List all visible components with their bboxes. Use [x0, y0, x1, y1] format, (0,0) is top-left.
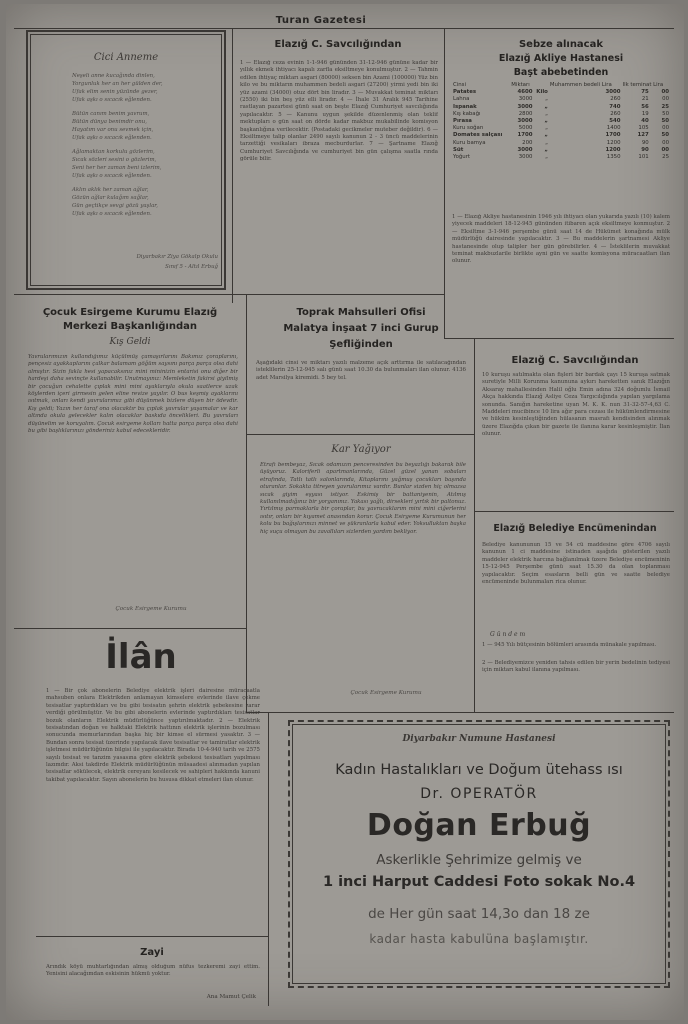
- table-cell: 2800: [518, 110, 533, 117]
- table-cell: 19: [641, 110, 649, 117]
- poem-line: Ufak aşkı o sıcacık eğlenden.: [72, 173, 152, 179]
- table-cell: 25: [661, 103, 669, 110]
- col-rule-5: [268, 712, 269, 1006]
- table-cell: 260: [610, 96, 621, 103]
- ad-address: 1 inci Harput Caddesi Foto sokak No.4: [322, 874, 636, 890]
- kar-signature: Çocuk Esirgeme Kurumu: [350, 690, 422, 696]
- table-row: [452, 104, 670, 111]
- poem-line: Sıcak sözleri sesini o gözlerim,: [72, 157, 157, 163]
- table-row: [452, 89, 670, 96]
- ilan-title: İlân: [105, 637, 177, 677]
- kar-title: Kar Yağıyor: [331, 444, 391, 455]
- rule-h-4: [246, 434, 474, 435]
- ad-line-arrived: Askerlikle Şehrimize gelmiş ve: [376, 852, 582, 868]
- kar-body: Etrafı bembeyaz, Sıcak odamızın penceresinden bu beyazlığı bakarak bile üşüyoruz. Kaloriferli apartmanlarında, Güzel güzel yanan sobaları etrafında, Tatlı tatlı salonlarında, Kitaplarını yağmuş çocukları başında oturanlar. Sokakta titreyen yavrularımız vardır. Bunlar sizden hiç olmazsa sıcak giyim eşyası istiyor. Eskimiş bir battaniyenin, Atılmış kullanılmadığınız bir yorganınız. Yakası yağlı, dirsekleri yırtık bir paltonuz. Yırtılmış parmaklarla bir çoraplar, bu yavrucaklarım mini mini ciğerlerini ısıtır, onları bir kıyamet anasından korur. Çocuk Esirgeme Kurumunun her kolu bu bağışlarınızı minnet ve şükranlarla kabul eder. Yoksulluktan başka hiç suçu olmayan bu zavallıları sizlerden yardım bekliyor.: [260, 462, 466, 535]
- table-cell: 00: [662, 125, 669, 132]
- table-cell: 56: [641, 103, 649, 110]
- table-row: [452, 154, 670, 161]
- table-cell: 3000: [517, 103, 533, 110]
- table-row: [452, 96, 670, 103]
- savcilik-1-body: 1 — Elazığ ceza evinin 1-1-946 gününden 31-12-946 gününe kadar bir yıllık ekmek ihtiyacı kapalı zarfla eksiltmeye konulmuştur. 2 — Tahmin edilen ihtiyaç miktarı asgari (80000) seksen bin Azami (100000) Yüz bin kilo ve bu miktarın muhammen bedeli asgari (27200) yirmi yedi bin iki yüz azami (34000) otuz dört bin liradır. 3 — Muvakkat teminat miktarı (2550) iki bin beş yüz elli liradır. 4 — İhale 31 Aralık 945 Tarihine rastlayan pazartesi günü saat on beşte Elazığ Cumhuriyet savcılığında yapılacaktır. 5 — Kanunu uygun şekilde düzenlenmiş olan teklif mektupları o gün saat on dörde kadar makbuz mukabilinde komisyon başkanlığına verilecektir. (Postadaki gecikmeler muteber değildir). 6 — Eksiltmeye talip olanlar 2490 sayılı kanunun 2 - 3 üncü maddelerinin tarzettiği vesikaları ibraza mecburdurlar. 7 — Şartname Elazığ Cumhuriyet Savcılığında ve cumhuriyet bin gün çalışma saatla rında görüle bilir.: [240, 60, 438, 163]
- ad-hospital: Diyarbakır Numune Hastanesi: [402, 734, 556, 744]
- table-cell: 3000: [517, 146, 533, 153]
- sebze-col-header: Cinsi: [453, 82, 466, 88]
- table-cell: 00: [661, 146, 669, 153]
- sebze-title-1: Sebze alınacak: [518, 39, 604, 50]
- table-cell: Kuru soğan: [453, 125, 484, 132]
- poem-line: Ufak elim senin yüzünde gezer,: [72, 89, 158, 95]
- table-cell: 200: [522, 139, 533, 146]
- poem-signature-2: Sınıf 5 - Altıl Erbuğ: [165, 264, 218, 270]
- rule-h-5: [14, 628, 246, 629]
- col-rule-1: [232, 28, 233, 303]
- poem-lines: [72, 72, 212, 218]
- toprak-title-1: Toprak Mahsulleri Ofisi: [296, 307, 426, 318]
- table-cell: 1700: [517, 132, 533, 139]
- ad-doctor-name: Doğan Erbuğ: [366, 808, 592, 843]
- ilan-body: 1 — Bir çok abonelerin Belediye elektrik işleri dairesine müracaatla mahsuben onlara Elektrikden anlamayan kimselere evlerinde ilave çekme tesisatlar yaptırdıkları ve bu gibi tesisatın şehrin elektrik şebekesine zarar verdiği görülmüştür. Ve bu gibi abonelerin evlerinde yaptırdıkları tesisatlar bozuk olanların Elektrik müdürlüğünce yaptırılmaktadır. 2 — Elektrik tesisatından doğan ve halktaki Elektrik hattının elektrik işlerinin bozulması sonucunda memurlarından başka hiç bir kimse el sürmesi yasaktır. 3 — Bundan sonra tesisat üzerinde yapılacak ilave tesisatlar ve tamiratlar elektrik işletmesi müdürlüğünün bilgisi ile yapılacaktır. Birada 10-4-940 tarih ve 2575 sayılı tesisat ve tanzim yasasına göre elektrik şebekesi tesisatları yapılması lazımdır. Aksi takdirde Elektrik müdürlüğünün müsaadesi alınmadan yapılan tesisatlar sökülecek, elektrik cereyanı kesilecek ve sahipleri hakkında kanuni takibat yapılacaktır. Sayın abonelerin bu hususa dikkat etmeleri ilan olunur.: [46, 688, 260, 783]
- table-cell: 3000: [518, 154, 533, 161]
- col-rule-3: [246, 294, 247, 712]
- belediye-agenda-label: G ü n d e m: [490, 631, 526, 638]
- sebze-table: [452, 82, 670, 161]
- table-cell: 21: [641, 96, 649, 103]
- poem-line: Gözün ağlar kulağım sağlar,: [72, 195, 149, 201]
- toprak-title-2: Malatya İnşaat 7 inci Gurup: [283, 323, 439, 334]
- belediye-title: Elazığ Belediye Encümenindan: [493, 523, 657, 534]
- zayi-title: Zayi: [140, 947, 164, 958]
- ad-operator: Dr. OPERATÖR: [420, 786, 538, 802]
- cocuk-body: Yavrularımızın kullandığımız küçülmüş çamaşırlarını Bakımız çoraplarını, pençesiz ayakkaplarını çalkar balamam göğüm saysını parça parça olsa dahi almıştır. Sizin fakla hesi yapacaksınız mini mininizin entarisi onu diğer bir hardeşi daha sevinçte kullanabilir. Unutmayınız: Memleketin fakirsi giyilmiş bir çocuğun cehalette çıplak mini mini ayaklarıyla okula saatlerce uzak köylerden içeri girmesin gelen eline revize yayılır. O bus keşmiş ayaklarını ısıtmak, onları kendi yavrularımız gibi düşünmek bizlere düşen bir ödevdir. Kış geldi; Yazın her taraf ona olacaktır bu çıplak yavrular yaşamalar ve kar altında okula gelecekler kalın olacaklar baskıda öncelikleri. Bu yavruları düşünelim ve koruyalım. Çocuk esirgeme kolları hatta parça parça olsa dahi bu gibi başlıklarınızı gönderiniz kabul edecekleridir.: [28, 354, 238, 435]
- table-cell: Pırasa: [453, 118, 472, 125]
- belediye-agenda-1: 1 — 945 Yılı bütçesinin bölümleri arasında münakale yapılması.: [482, 642, 657, 648]
- poem-line: Aklın aklık her zaman ağlar,: [72, 187, 149, 193]
- zayi-signature: Ana Mamut Çelik: [206, 994, 256, 1000]
- doctor-ad: [288, 720, 670, 988]
- top-rule: [14, 28, 674, 29]
- table-cell: 1400: [606, 125, 621, 132]
- sebze-col-header: Ilk teminat Lira: [622, 82, 664, 88]
- table-cell: „: [545, 139, 548, 146]
- sebze-table-grid: [452, 82, 670, 161]
- poem-line: Bütün dünya benimdir onu,: [72, 119, 147, 125]
- poem-line: Ufak aşkı o sıcacık eğlenden.: [72, 211, 152, 217]
- sebze-body: 1 — Elazığ Akliye hastanesinin 1946 yılı ihtiyacı olan yukarıda yazılı (10) kalem yiyecek maddeleri 18-12-945 gününden itibaren açık eksiltmeye konmuştur. 2 — Eksiltme 3-1-946 perşembe günü saat 14 de Hükümet konağında mülk müdürlüğü dairesinde yapılacaktır. 3 — Bu maddelerin şartnamesi Akliye hastanesinde olup talipler her gün görebilirler. 4 — İsteklilerin muvakkat teminat makbuzlarile birlikte ayni gün ve saatte komisyona müracaatları ilan olunur.: [452, 214, 670, 265]
- table-cell: 50: [661, 132, 669, 139]
- ad-hours: de Her gün saat 14,3o dan 18 ze: [368, 906, 590, 922]
- poem-line: Ufak aşkı o sıcacık eğlenden.: [72, 97, 152, 103]
- poem-line: Ufak aşkı o sıcacık eğlenden.: [72, 135, 152, 141]
- table-cell: Yoğurt: [453, 154, 471, 161]
- savcilik-1-title: Elazığ C. Savcılığından: [274, 39, 402, 50]
- table-cell: Domates salçası: [453, 132, 503, 139]
- table-cell: „: [545, 110, 548, 117]
- belediye-agenda-2: 2 — Belediyemizce yeniden tahsis edilen bir yerin bedelinin tediyesi için miktarı kabul ilanına yapılması.: [482, 660, 670, 674]
- table-row: [452, 111, 670, 118]
- table-cell: 101: [638, 154, 649, 161]
- poem-line: Yorgunluk her an her gülden der,: [72, 81, 163, 87]
- table-cell: „: [544, 118, 548, 125]
- table-cell: 1700: [605, 132, 621, 139]
- sebze-col-header: Muhammen bedeli Lira: [549, 82, 612, 88]
- table-cell: 127: [637, 132, 649, 139]
- table-row: [452, 147, 670, 154]
- table-cell: Patates: [453, 89, 477, 96]
- table-cell: 50: [662, 110, 669, 117]
- newspaper-page: [6, 4, 684, 1020]
- table-cell: Kilo: [536, 89, 548, 96]
- table-cell: 1350: [606, 154, 621, 161]
- table-cell: 50: [661, 118, 669, 125]
- sebze-title-3: Başt abebetinden: [513, 67, 609, 78]
- table-cell: 00: [661, 89, 669, 96]
- table-row: [452, 118, 670, 125]
- table-cell: „: [545, 125, 548, 132]
- table-cell: 5000: [518, 125, 533, 132]
- table-cell: Ispanak: [453, 103, 477, 110]
- poem-signature-1: Diyarbakır Ziya Gökalp Okulu: [136, 254, 218, 260]
- sebze-col-header: Miktarı: [511, 82, 530, 88]
- table-cell: 105: [638, 125, 649, 132]
- ad-specialty: Kadın Hastalıkları ve Doğum ütehass ısı: [335, 762, 623, 778]
- sebze-title-2: Elazığ Akliye Hastanesi: [498, 53, 624, 64]
- poem-line: Bütün canım benim yavrum,: [72, 111, 150, 117]
- zayi-body: Arındık köyü muhtarlığından almış olduğum nüfus tezkeremi zayi ettim. Yenisini alacağımdan eskisinin hükmü yoktur.: [46, 964, 260, 978]
- poem-line: Hayatım var onu sevmek için,: [72, 127, 154, 133]
- table-cell: 1200: [606, 139, 621, 146]
- table-cell: Lahna: [453, 96, 470, 103]
- poem-line: Ağlamaktan korkulu gözlerim,: [72, 149, 155, 155]
- savcilik-2-body: 10 kuruşu satılmakta olan fişleri bir bardak çayı 15 kuruşa satmak suretiyle Milli Korunma kanununa aykırı hareketten sanık Elazığın Aksaray mahallesinden Halil oğlu Emin adına 324 doğumlu İsmail Akça hakkında Elazığ Asliye Ceza Yargıcılığında yapılan yargılama sonunda. Sanığın hareketine uyan M. K. K. nun 31-32-57-4,63 C. Maddeleri mucibince 10 lira ağır para cezası ile hükümlendirmesine ve hüküm kesinleştiğinden hülasanın masrafı kendisinden alınmak üzere Elazığda çıkan bir gazete ile ilanına karar kesinleşmiştir. İlan olunur.: [482, 372, 670, 438]
- table-cell: 40: [641, 118, 649, 125]
- table-cell: 4600: [517, 89, 533, 96]
- cocuk-title-1: Çocuk Esirgeme Kurumu Elazığ: [42, 307, 218, 318]
- poem-title: Cici Anneme: [93, 52, 159, 63]
- rule-h-1: [14, 294, 444, 295]
- poem-line: Seni her her zaman beni izlerim,: [72, 165, 162, 171]
- savcilik-2-title: Elazığ C. Savcılığından: [511, 355, 639, 366]
- rule-h-7: [246, 712, 674, 713]
- cocuk-title-2: Merkezi Başkanlığından: [63, 321, 197, 332]
- table-cell: 75: [641, 89, 649, 96]
- table-row: [452, 140, 670, 147]
- table-cell: 90: [641, 146, 649, 153]
- table-cell: Kuru bamya: [453, 139, 486, 146]
- table-cell: Kış kabağı: [453, 110, 481, 117]
- rule-h-3: [474, 511, 674, 512]
- table-cell: „: [544, 132, 548, 139]
- cocuk-signature: Çocuk Esirgeme Kurumu: [115, 606, 187, 612]
- table-cell: 3000: [605, 89, 621, 96]
- table-cell: 540: [609, 118, 621, 125]
- table-cell: „: [545, 154, 548, 161]
- table-row: [452, 125, 670, 132]
- table-cell: 3000: [517, 118, 533, 125]
- masthead: Turan Gazetesi: [275, 15, 367, 26]
- table-cell: „: [545, 96, 548, 103]
- poem-line: Neşeli anne kucağında dinlen,: [72, 73, 155, 79]
- table-cell: 260: [610, 110, 621, 117]
- toprak-title-3: Şefliğinden: [329, 339, 393, 350]
- table-cell: „: [544, 146, 548, 153]
- table-cell: 00: [662, 139, 669, 146]
- table-cell: 90: [641, 139, 649, 146]
- table-cell: Süt: [453, 146, 464, 153]
- table-cell: „: [544, 103, 548, 110]
- table-cell: 740: [609, 103, 621, 110]
- poem-line: Gün geçtikçe sevgi gözü yaşlar,: [72, 203, 158, 209]
- ad-acceptance: kadar hasta kabulüna başlamıştır.: [369, 932, 589, 946]
- cocuk-subtitle: Kış Geldi: [109, 337, 151, 347]
- belediye-body: Belediye kanununun 15 ve 54 cü maddesine göre 4706 sayılı kanunun 1 ci maddesine istinaden aşağıda gösterilen yazılı maddeler elektrik harcına bağlanılmak üzere Belediye encümeninin 15-12-945 Perşembe günü saat 15.30 da olan toplanması yapılacaktır. Seçim esasların belli gün ve saatte belediye encümeninde bulunmaları rica olunur.: [482, 542, 670, 586]
- col-rule-2: [444, 28, 445, 338]
- toprak-body: Aşağıdaki cinsi ve miktarı yazılı malzeme açık arttırma ile satılacağından isteklilerin 25-12-945 salı günü saat 10.30 da bulunmaları ilan olunur. 4136 adet Marsilya kiremidi. 5 bey tel.: [256, 360, 466, 381]
- table-row: [452, 132, 670, 139]
- rule-h-2: [444, 338, 674, 339]
- table-cell: 25: [662, 154, 669, 161]
- table-cell: 1200: [605, 146, 621, 153]
- col-rule-4: [474, 338, 475, 712]
- poem-box: [26, 30, 226, 290]
- rule-h-6: [36, 936, 268, 937]
- table-cell: 00: [662, 96, 669, 103]
- table-cell: 3000: [518, 96, 533, 103]
